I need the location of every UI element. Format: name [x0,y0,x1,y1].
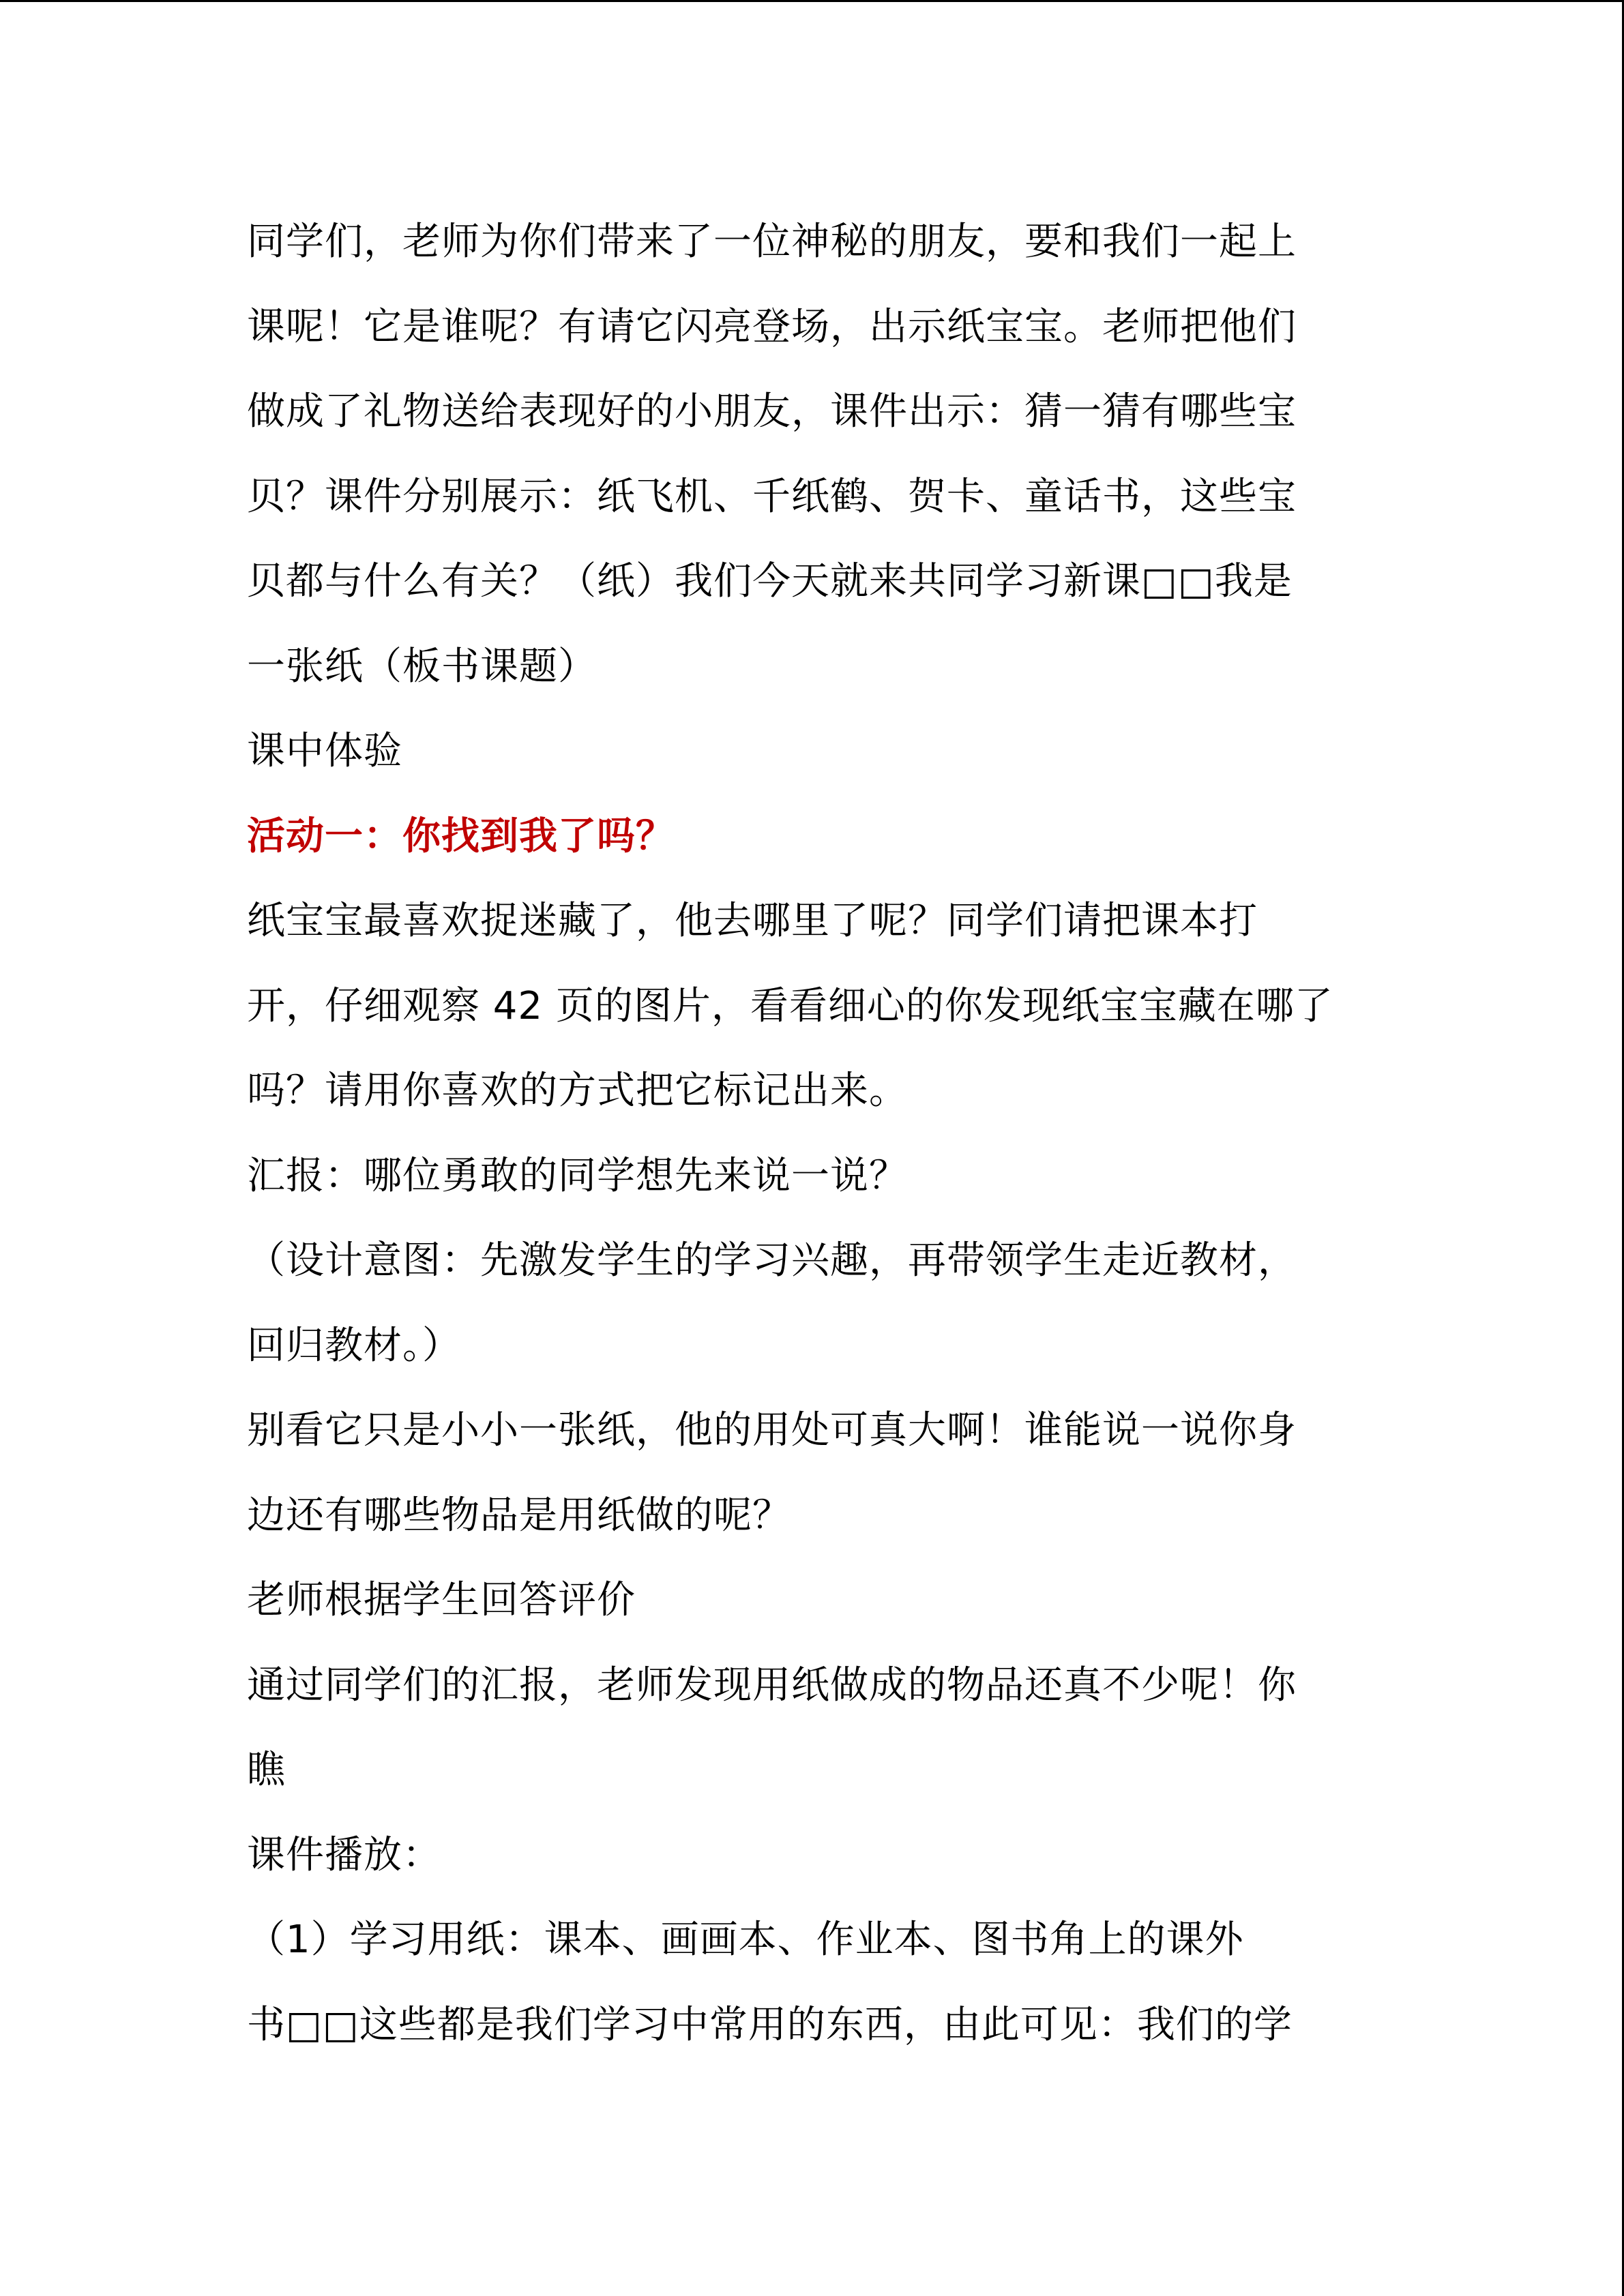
paragraph-line: 纸宝宝最喜欢捉迷藏了，他去哪里了呢？同学们请把课本打 [247,899,1258,943]
paragraph-line: 瞧 [247,1748,286,1792]
section-label: 课中体验 [247,729,402,773]
paragraph-line: 做成了礼物送给表现好的小朋友，课件出示：猜一猜有哪些宝 [247,389,1297,434]
paragraph-line: 边还有哪些物品是用纸做的呢？ [247,1493,791,1538]
page-top-border [0,0,1624,2]
design-intent-line: （设计意图：先激发学生的学习兴趣，再带领学生走近教材， [247,1238,1297,1283]
document-body [247,200,1393,2068]
paragraph-line: 老师根据学生回答评价 [247,1578,636,1622]
paragraph-line: 开，仔细观察 42 页的图片，看看细心的你发现纸宝宝藏在哪了 [247,983,1333,1028]
paragraph-line: 课呢！它是谁呢？有请它闪亮登场，出示纸宝宝。老师把他们 [247,304,1297,349]
list-item-line: 书□□这些都是我们学习中常用的东西，由此可见：我们的学 [247,2002,1293,2047]
design-intent-line: 回归教材。） [247,1323,461,1368]
paragraph-line: 同学们，老师为你们带来了一位神秘的朋友，要和我们一起上 [247,220,1297,264]
paragraph-line: 贝都与什么有关？（纸）我们今天就来共同学习新课□□我是 [247,559,1293,603]
paragraph-line: 汇报：哪位勇敢的同学想先来说一说？ [247,1153,908,1198]
paragraph-line: 一张纸（板书课题） [247,644,597,689]
paragraph-line: 通过同学们的汇报，老师发现用纸做成的物品还真不少呢！你 [247,1663,1297,1708]
paragraph-line: 课件播放： [247,1832,441,1877]
paragraph-line: 吗？请用你喜欢的方式把它标记出来。 [247,1069,908,1113]
paragraph-line: 贝？课件分别展示：纸飞机、千纸鹤、贺卡、童话书，这些宝 [247,474,1297,519]
list-item-line: （1）学习用纸：课本、画画本、作业本、图书角上的课外 [247,1918,1244,1962]
paragraph-line: 别看它只是小小一张纸，他的用处可真大啊！谁能说一说你身 [247,1408,1297,1452]
activity-heading: 活动一：你找到我了吗？ [247,814,675,859]
